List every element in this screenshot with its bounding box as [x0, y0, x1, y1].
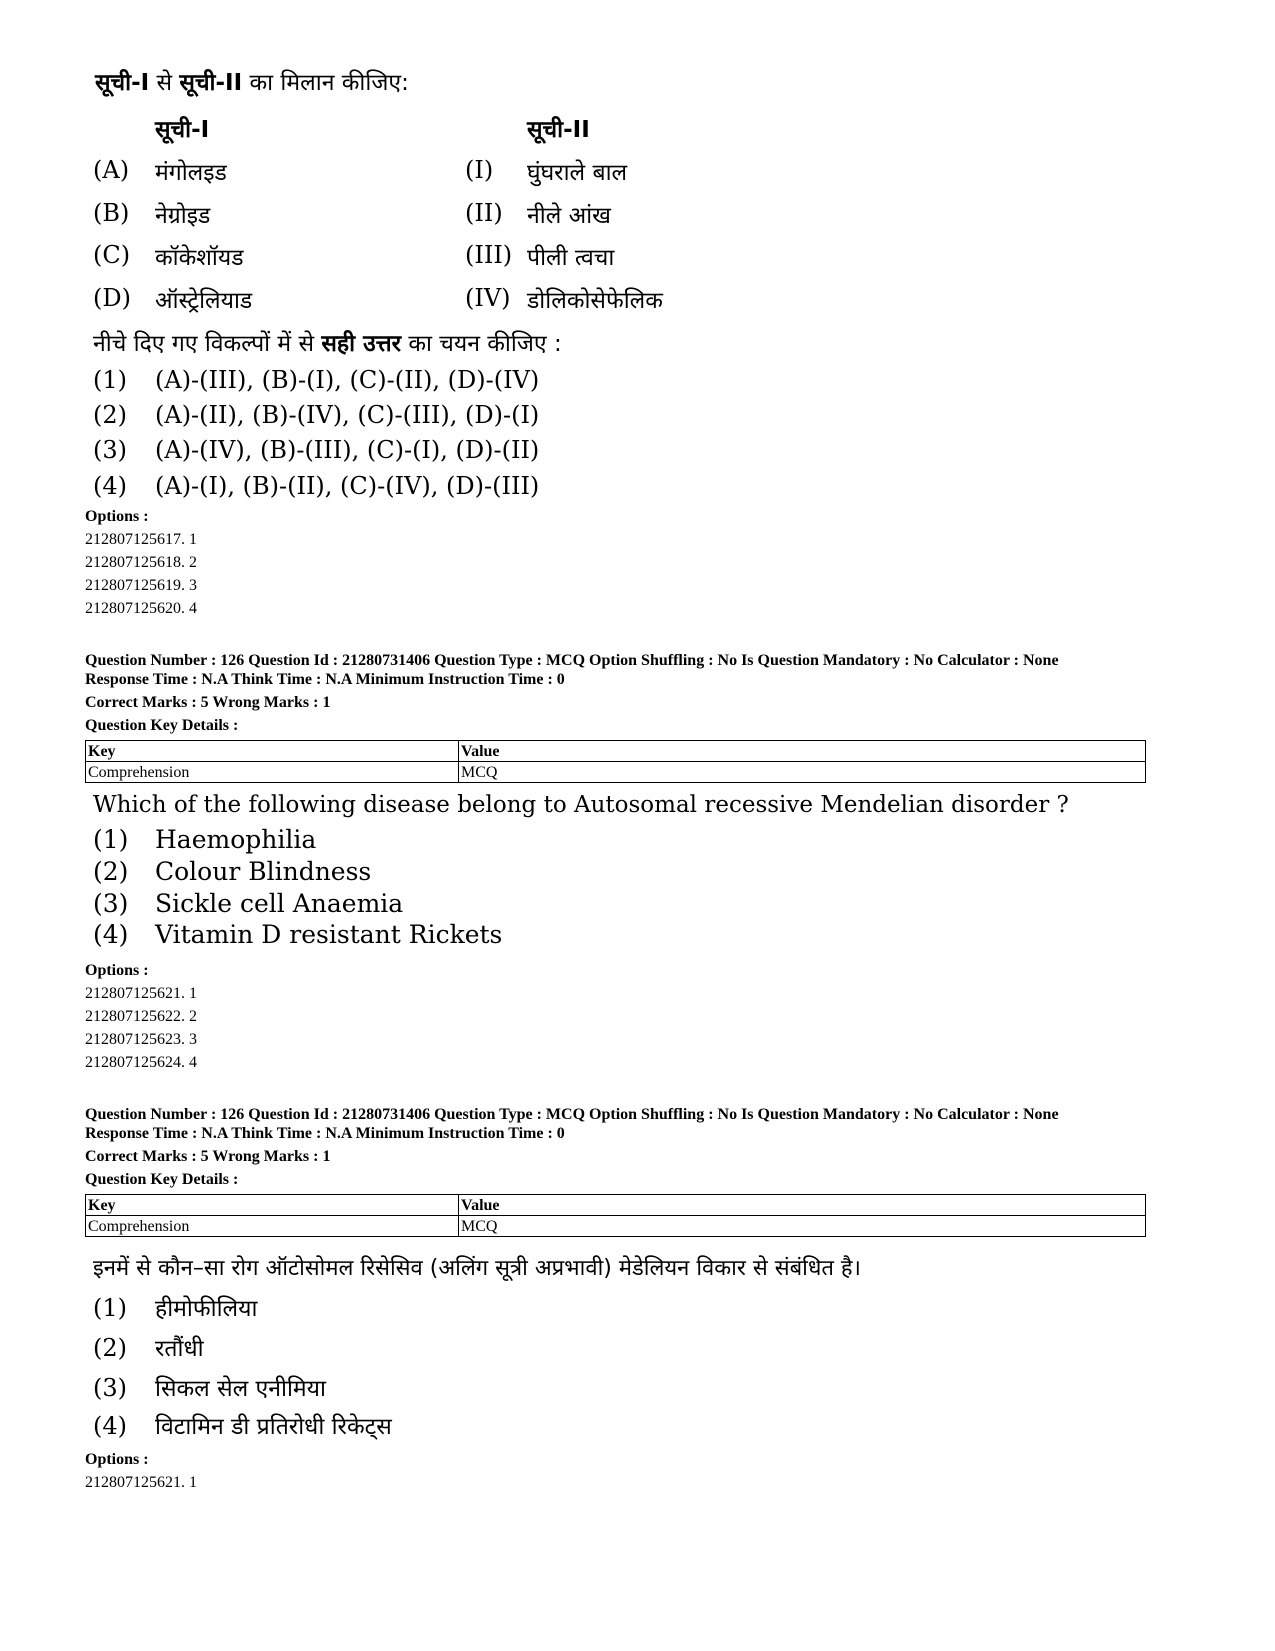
q1-row-text2-1: घुंघराले बाल — [527, 160, 628, 186]
q2-question-text: Which of the following disease belong to Autosomal recessive Mendelian disorder ? — [93, 792, 1069, 818]
q3-options-label: Options : — [85, 1451, 149, 1468]
q1-option-1: 212807125617. 1 — [85, 531, 197, 548]
q2-marks: Correct Marks : 5 Wrong Marks : 1 — [85, 694, 331, 711]
q1-title — [95, 65, 409, 97]
q3-meta-line2: Response Time : N.A Think Time : N.A Minimum Instruction Time : 0 — [85, 1125, 565, 1142]
table-row — [86, 741, 1146, 762]
q1-row-text-4: ऑस्ट्रेलियाड — [155, 288, 253, 314]
q1-row-label2-2: (II) — [465, 199, 503, 227]
q1-title-mid: से — [156, 70, 173, 96]
q2-key-details-label: Question Key Details : — [85, 717, 239, 734]
q1-row-text2-2: नीले आंख — [527, 203, 611, 229]
q2-key-header: Key — [86, 741, 459, 762]
q1-choice-text-4: (A)-(I), (B)-(II), (C)-(IV), (D)-(III) — [155, 472, 540, 500]
q2-meta-line2: Response Time : N.A Think Time : N.A Minimum Instruction Time : 0 — [85, 671, 565, 688]
q1-choice-num-1: (1) — [93, 366, 127, 394]
q3-choice-num-4: (4) — [93, 1412, 127, 1440]
q1-row-text2-4: डोलिकोसेफेलिक — [527, 288, 663, 314]
q3-choice-text-3: सिकल सेल एनीमिया — [155, 1376, 326, 1402]
q2-value-header: Value — [459, 741, 1146, 762]
q1-row-label2-3: (III) — [465, 241, 513, 269]
q3-key-table — [85, 1194, 1146, 1237]
q2-choice-num-2: (2) — [93, 857, 129, 886]
q1-row-label-3: (C) — [93, 241, 131, 269]
q3-key-header: Key — [86, 1195, 459, 1216]
table-row — [86, 1216, 1146, 1237]
q3-option-1: 212807125621. 1 — [85, 1474, 197, 1491]
q1-options-label: Options : — [85, 508, 149, 525]
q2-choice-num-4: (4) — [93, 920, 129, 949]
q2-option-3: 212807125623. 3 — [85, 1031, 197, 1048]
q1-instruction-post: का चयन कीजिए : — [408, 331, 562, 357]
q1-row-label-4: (D) — [93, 284, 131, 312]
q2-choice-num-1: (1) — [93, 825, 129, 854]
q2-choice-text-3: Sickle cell Anaemia — [155, 889, 404, 918]
q2-option-1: 212807125621. 1 — [85, 985, 197, 1002]
q1-instruction-bold: सही उत्तर — [321, 331, 401, 357]
q3-marks: Correct Marks : 5 Wrong Marks : 1 — [85, 1148, 331, 1165]
q1-choice-num-3: (3) — [93, 436, 127, 464]
q1-title-rest: का मिलान कीजिए: — [249, 70, 409, 96]
q1-row-label-2: (B) — [93, 199, 130, 227]
q1-list2-header: सूची-II — [527, 117, 590, 143]
q3-choice-text-4: विटामिन डी प्रतिरोधी रिकेट्स — [155, 1414, 392, 1440]
q3-key-details-label: Question Key Details : — [85, 1171, 239, 1188]
q1-row-text-2: नेग्रोइड — [155, 203, 211, 229]
q1-row-text-1: मंगोलइड — [155, 160, 227, 186]
q3-value-header: Value — [459, 1195, 1146, 1216]
q3-value-cell: MCQ — [459, 1216, 1146, 1237]
q1-option-4: 212807125620. 4 — [85, 600, 197, 617]
q2-key-table — [85, 740, 1146, 783]
q2-meta-line1: Question Number : 126 Question Id : 21280731406 Question Type : MCQ Option Shuffling : No Is Question Mandatory : No Calculator : None — [85, 652, 1059, 669]
q2-options-label: Options : — [85, 962, 149, 979]
q1-instruction — [93, 326, 562, 358]
q1-choice-num-4: (4) — [93, 472, 127, 500]
q3-choice-num-1: (1) — [93, 1294, 127, 1322]
q2-key-cell: Comprehension — [86, 762, 459, 783]
q1-choice-num-2: (2) — [93, 401, 127, 429]
q3-choice-text-2: रतौंधी — [155, 1336, 204, 1362]
q2-option-4: 212807125624. 4 — [85, 1054, 197, 1071]
q1-title-list1: सूची-I — [95, 70, 150, 96]
q1-row-text2-3: पीली त्वचा — [527, 245, 615, 271]
q1-list1-header: सूची-I — [155, 117, 210, 143]
q2-choice-text-4: Vitamin D resistant Rickets — [155, 920, 503, 949]
q3-meta-line1: Question Number : 126 Question Id : 21280731406 Question Type : MCQ Option Shuffling : No Is Question Mandatory : No Calculator : None — [85, 1106, 1059, 1123]
q3-choice-num-3: (3) — [93, 1374, 127, 1402]
q3-question-text: इनमें से कौन–सा रोग ऑटोसोमल रिसेसिव (अलिंग सूत्री अप्रभावी) मेडेलियन विकार से संबंधित है। — [93, 1256, 861, 1281]
q2-choice-text-2: Colour Blindness — [155, 857, 372, 886]
q1-row-text-3: कॉकेशॉयड — [155, 245, 244, 271]
q2-choice-num-3: (3) — [93, 889, 129, 918]
q1-option-2: 212807125618. 2 — [85, 554, 197, 571]
q1-row-label2-1: (I) — [465, 156, 494, 184]
q1-choice-text-2: (A)-(II), (B)-(IV), (C)-(III), (D)-(I) — [155, 401, 540, 429]
q1-choice-text-3: (A)-(IV), (B)-(III), (C)-(I), (D)-(II) — [155, 436, 540, 464]
q1-option-3: 212807125619. 3 — [85, 577, 197, 594]
q3-key-cell: Comprehension — [86, 1216, 459, 1237]
q2-value-cell: MCQ — [459, 762, 1146, 783]
table-row — [86, 762, 1146, 783]
q3-choice-text-1: हीमोफीलिया — [155, 1296, 258, 1322]
q2-option-2: 212807125622. 2 — [85, 1008, 197, 1025]
q2-choice-text-1: Haemophilia — [155, 825, 317, 854]
q1-choice-text-1: (A)-(III), (B)-(I), (C)-(II), (D)-(IV) — [155, 366, 540, 394]
table-row — [86, 1195, 1146, 1216]
q1-row-label2-4: (IV) — [465, 284, 511, 312]
q1-title-list2: सूची-II — [179, 70, 243, 96]
q3-choice-num-2: (2) — [93, 1334, 127, 1362]
q1-instruction-pre: नीचे दिए गए विकल्पों में से — [93, 331, 315, 357]
q1-row-label-1: (A) — [93, 156, 130, 184]
